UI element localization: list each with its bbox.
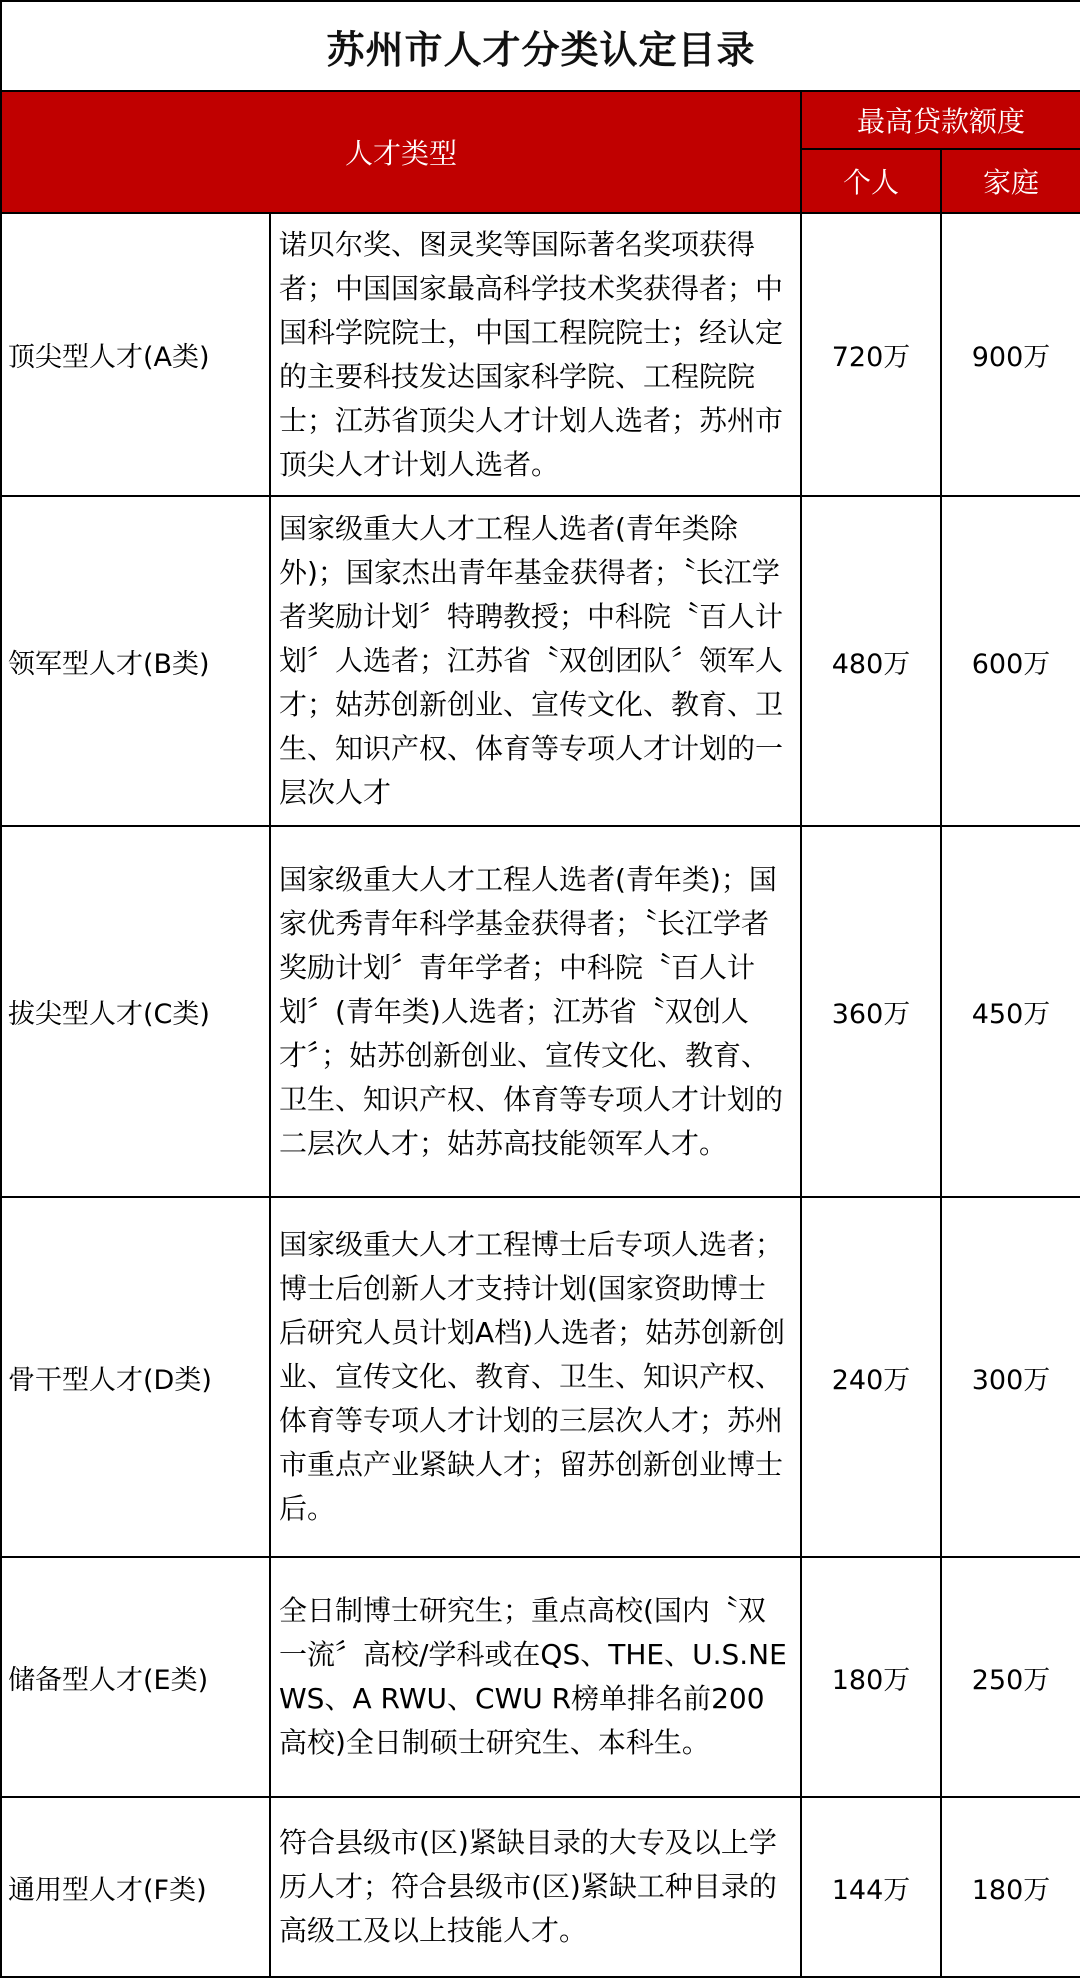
family-amount-cell: 450万 [941, 826, 1080, 1197]
family-amount-cell: 900万 [941, 213, 1080, 496]
individual-amount-cell: 180万 [801, 1557, 941, 1797]
family-header: 家庭 [941, 149, 1080, 213]
description-cell: 国家级重大人才工程人选者(青年类除外)；国家杰出青年基金获得者；〝长江学者奖励计划〞特聘教授；中科院〝百人计划〞人选者；江苏省〝双创团队〞领军人才；姑苏创新创业、宣传文化、教育、卫生、知识产权、体育等专项人才计划的一层次人才 [270, 496, 801, 826]
table-row [1, 826, 1080, 1197]
individual-amount-cell: 360万 [801, 826, 941, 1197]
description-cell: 诺贝尔奖、图灵奖等国际著名奖项获得者；中国国家最高科学技术奖获得者；中国科学院院士，中国工程院院士；经认定的主要科技发达国家科学院、工程院院士；江苏省顶尖人才计划人选者；苏州市顶尖人才计划人选者。 [270, 213, 801, 496]
table-row [1, 213, 1080, 496]
table-row [1, 1557, 1080, 1797]
individual-amount-cell: 720万 [801, 213, 941, 496]
max-loan-header: 最高贷款额度 [801, 91, 1080, 149]
family-amount-cell: 300万 [941, 1197, 1080, 1557]
individual-header: 个人 [801, 149, 941, 213]
individual-amount-cell: 240万 [801, 1197, 941, 1557]
category-cell: 顶尖型人才(A类) [1, 213, 270, 496]
page-title: 苏州市人才分类认定目录 [1, 1, 1080, 91]
individual-amount-cell: 144万 [801, 1797, 941, 1977]
family-amount-cell: 600万 [941, 496, 1080, 826]
table-row [1, 496, 1080, 826]
talent-type-header: 人才类型 [1, 91, 801, 213]
title-row [1, 1, 1080, 91]
family-amount-cell: 180万 [941, 1797, 1080, 1977]
description-cell: 国家级重大人才工程人选者(青年类)；国家优秀青年科学基金获得者；〝长江学者奖励计划〞青年学者；中科院〝百人计划〞(青年类)人选者；江苏省〝双创人才〞；姑苏创新创业、宣传文化、教育、卫生、知识产权、体育等专项人才计划的二层次人才；姑苏高技能领军人才。 [270, 826, 801, 1197]
category-cell: 骨干型人才(D类) [1, 1197, 270, 1557]
category-cell: 领军型人才(B类) [1, 496, 270, 826]
description-cell: 国家级重大人才工程博士后专项人选者；博士后创新人才支持计划(国家资助博士后研究人员计划A档)人选者；姑苏创新创业、宣传文化、教育、卫生、知识产权、体育等专项人才计划的三层次人才；苏州市重点产业紧缺人才；留苏创新创业博士后。 [270, 1197, 801, 1557]
table-row [1, 1197, 1080, 1557]
individual-amount-cell: 480万 [801, 496, 941, 826]
table-row [1, 1797, 1080, 1977]
description-cell: 符合县级市(区)紧缺目录的大专及以上学历人才；符合县级市(区)紧缺工种目录的高级工及以上技能人才。 [270, 1797, 801, 1977]
header-row-top [1, 91, 1080, 149]
family-amount-cell: 250万 [941, 1557, 1080, 1797]
category-cell: 储备型人才(E类) [1, 1557, 270, 1797]
category-cell: 通用型人才(F类) [1, 1797, 270, 1977]
description-cell: 全日制博士研究生；重点高校(国内〝双一流〞高校/学科或在QS、THE、U.S.NEWS、A RWU、CWU R榜单排名前200高校)全日制硕士研究生、本科生。 [270, 1557, 801, 1797]
category-cell: 拔尖型人才(C类) [1, 826, 270, 1197]
